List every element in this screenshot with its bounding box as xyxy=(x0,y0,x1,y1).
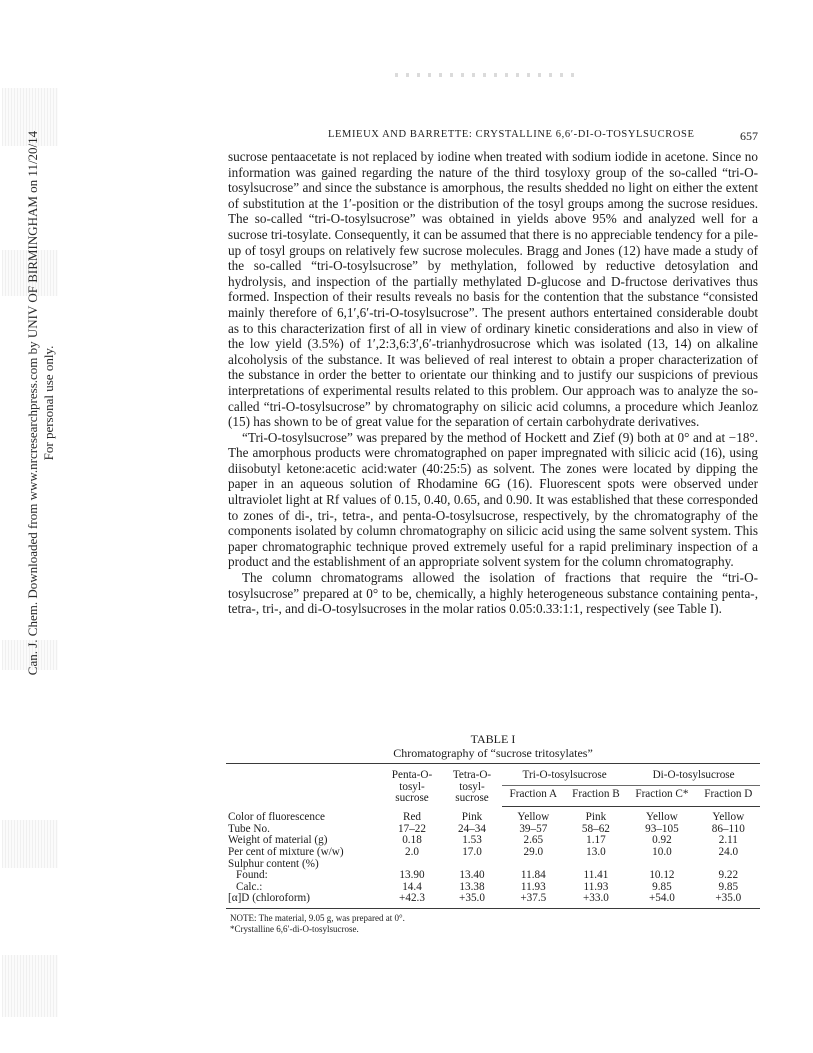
table-cell: +54.0 xyxy=(627,893,696,908)
table-cell: 29.0 xyxy=(523,846,544,859)
row-label: Weight of material (g) xyxy=(228,834,328,847)
download-watermark xyxy=(0,0,80,1053)
table-cell: 9.85 xyxy=(652,880,672,893)
table-cell: Yellow xyxy=(646,811,678,824)
table-cell: 2.0 xyxy=(405,846,419,859)
table-cell: 9.85 xyxy=(718,880,739,893)
col-tetra: Tetra-O-tosyl-sucrose xyxy=(442,764,502,807)
table-cell: 2.65 xyxy=(523,834,544,847)
page-number: 657 xyxy=(740,129,758,143)
table-footnote: *Crystalline 6,6′-di-O-tosylsucrose. xyxy=(230,924,359,934)
table-cell: 17.0 xyxy=(462,846,482,859)
watermark-line-2: For personal use only. xyxy=(41,345,56,461)
table-note: NOTE: The material, 9.05 g, was prepared at 0°. xyxy=(230,913,405,923)
table-cell: +35.0 xyxy=(697,893,760,908)
table-cell: Yellow xyxy=(712,811,745,824)
group-di: Di-O-tosylsucrose xyxy=(627,764,760,786)
table-cell: 39–57 xyxy=(519,822,548,835)
table-caption xyxy=(228,732,758,760)
col-penta: Penta-O-tosyl-sucrose xyxy=(382,764,442,807)
col-fraction-d: Fraction D xyxy=(697,786,760,807)
table-cell: 14.4 xyxy=(402,880,422,893)
table-cell: 58–62 xyxy=(581,822,610,835)
paragraph: sucrose pentaacetate is not replaced by iodine when treated with sodium iodide in acetone. Since no information was gained regarding the nature of the third tosyloxy group of the so-called “tri-O-tosylsucrose” and since the substance is amorphous, the results shedded no light on either the extent of substitution at the 1′-position or the distribution of the tosyl groups among the sucrose residues. The so-called “tri-O-tosylsucrose” was obtained in yields above 95% and analyzed well for a sucrose tri-tosylate. Consequently, it can be assumed that there is no appreciable tendency for a pile-up of tosyl groups on relatively few sucrose molecules. Bragg and Jones (12) have made a study of the so-called “tri-O-tosylsucrose” by methylation, followed by reductive detosylation and hydrolysis, and inspection of the partially methylated D-glucose and D-fructose derivatives thus formed. Inspection of their results reveals no basis for the contention that the substance “consisted mainly therefore of 6,1′,6′-tri-O-tosylsucrose”. The present authors entertained considerable doubt as to this characterization first of all in view of ordinary kinetic considerations and also in view of the low yield (3.5%) of 1′,2:3,6:3′,6′-trianhydrosucrose which was isolated (13, 14) on alkaline alcoholysis of the substance. It was believed of real interest to obtain a proper characterization of the substance in order the better to orientate our thinking and to justify our suspicions of previous interpretations of experimental results related to this problem. Our approach was to analyze the so-called “tri-O-tosylsucrose” by chromatography on silicic acid columns, a procedure which Jeanloz (15) has shown to be of great value for the separation of certain carbohydrate derivatives. xyxy=(228,149,758,430)
table-cell: 11.93 xyxy=(583,880,609,893)
table-cell: 13.38 xyxy=(459,880,485,893)
table-cell: 24.0 xyxy=(718,846,739,859)
table-cell: 11.41 xyxy=(583,869,609,882)
table-cell: Yellow xyxy=(517,811,550,824)
table-label: TABLE I xyxy=(470,732,516,746)
table-cell: 13.40 xyxy=(459,869,485,882)
table-cell: 1.17 xyxy=(586,834,606,847)
row-label: Sulphur content (%) xyxy=(228,857,319,870)
row-label: Color of fluorescence xyxy=(228,811,325,824)
table-cell: 86–110 xyxy=(711,822,745,835)
table-row xyxy=(226,870,760,882)
running-header xyxy=(228,129,758,145)
paragraph: The column chromatograms allowed the isolation of fractions that require the “tri-O-tosylsucrose” prepared at 0° to be, chemically, a highly heterogeneous substance containing penta-, tetra-, tri-, and di-O-tosylsucroses in the molar ratios 0.05:0.33:1:1, respectively (see Table I). xyxy=(228,570,758,617)
table-cell: 0.18 xyxy=(402,834,422,847)
table-cell: Pink xyxy=(585,811,607,824)
table-cell: 0.92 xyxy=(652,834,672,847)
table-cell: 93–105 xyxy=(645,822,679,835)
table-cell: Red xyxy=(402,811,422,824)
table-cell: 13.90 xyxy=(399,869,425,882)
table-cell: 2.11 xyxy=(718,834,738,847)
group-tri: Tri-O-tosylsucrose xyxy=(502,764,627,786)
scan-top-marks xyxy=(395,73,575,77)
table-cell: +35.0 xyxy=(442,893,502,908)
table-cell: 11.93 xyxy=(520,880,546,893)
table-cell: 10.0 xyxy=(652,846,672,859)
row-label: [α]D (chloroform) xyxy=(226,893,382,908)
table-cell: 13.0 xyxy=(586,846,606,859)
table-row xyxy=(226,859,760,871)
table-cell: +37.5 xyxy=(502,893,565,908)
table-cell: 24–34 xyxy=(458,822,486,835)
row-label: Tube No. xyxy=(228,822,270,835)
table-notes xyxy=(230,913,760,935)
table-row xyxy=(226,847,760,859)
table-cell: +42.3 xyxy=(382,893,442,908)
row-label: Calc.: xyxy=(236,880,263,893)
col-fraction-b: Fraction B xyxy=(565,786,628,807)
running-title: LEMIEUX AND BARRETTE: CRYSTALLINE 6,6′-DI-O-TOSYLSUCROSE xyxy=(328,129,695,140)
table-cell: +33.0 xyxy=(565,893,628,908)
table-cell: Pink xyxy=(461,811,483,824)
paragraph: “Tri-O-tosylsucrose” was prepared by the method of Hockett and Zief (9) both at 0° and at −18°. The amorphous products were chromatographed on paper impregnated with silicic acid (16), using diisobutyl ketone:acetic acid:water (40:25:5) as solvent. The zones were located by dipping the paper in an aqueous solution of Rhodamine 6G (16). Fluorescent spots were observed under ultraviolet light at Rf values of 0.15, 0.40, 0.65, and 0.90. It was established that these corresponded to zones of di-, tri-, tetra-, and penta-O-tosylsucrose, respectively, by the chromatography of the components isolated by column chromatography on silicic acid using the same solvent system. This paper chromatographic technique proved extremely useful for a rapid preliminary inspection of a product and the establishment of an appropriate solvent system for the column chromatography. xyxy=(228,429,758,570)
table-cell: 1.53 xyxy=(462,834,482,847)
table-cell: 9.22 xyxy=(718,869,739,882)
col-fraction-a: Fraction A xyxy=(502,786,565,807)
row-label: Found: xyxy=(236,869,268,882)
table-row xyxy=(226,893,760,908)
header-blank xyxy=(226,764,382,807)
body-text xyxy=(228,149,758,617)
row-label: Per cent of mixture (w/w) xyxy=(228,846,344,859)
table-cell: 11.84 xyxy=(520,869,546,882)
table-title: Chromatography of “sucrose tritosylates” xyxy=(393,746,593,760)
results-table xyxy=(226,763,760,909)
table-cell: 10.12 xyxy=(649,869,675,882)
col-fraction-c: Fraction C* xyxy=(627,786,696,807)
table-row xyxy=(226,807,760,824)
watermark-line-1: Can. J. Chem. Downloaded from www.nrcresearchpress.com by UNIV OF BIRMINGHAM on 11/20/14 xyxy=(25,130,40,676)
table-cell: 17–22 xyxy=(398,822,426,835)
